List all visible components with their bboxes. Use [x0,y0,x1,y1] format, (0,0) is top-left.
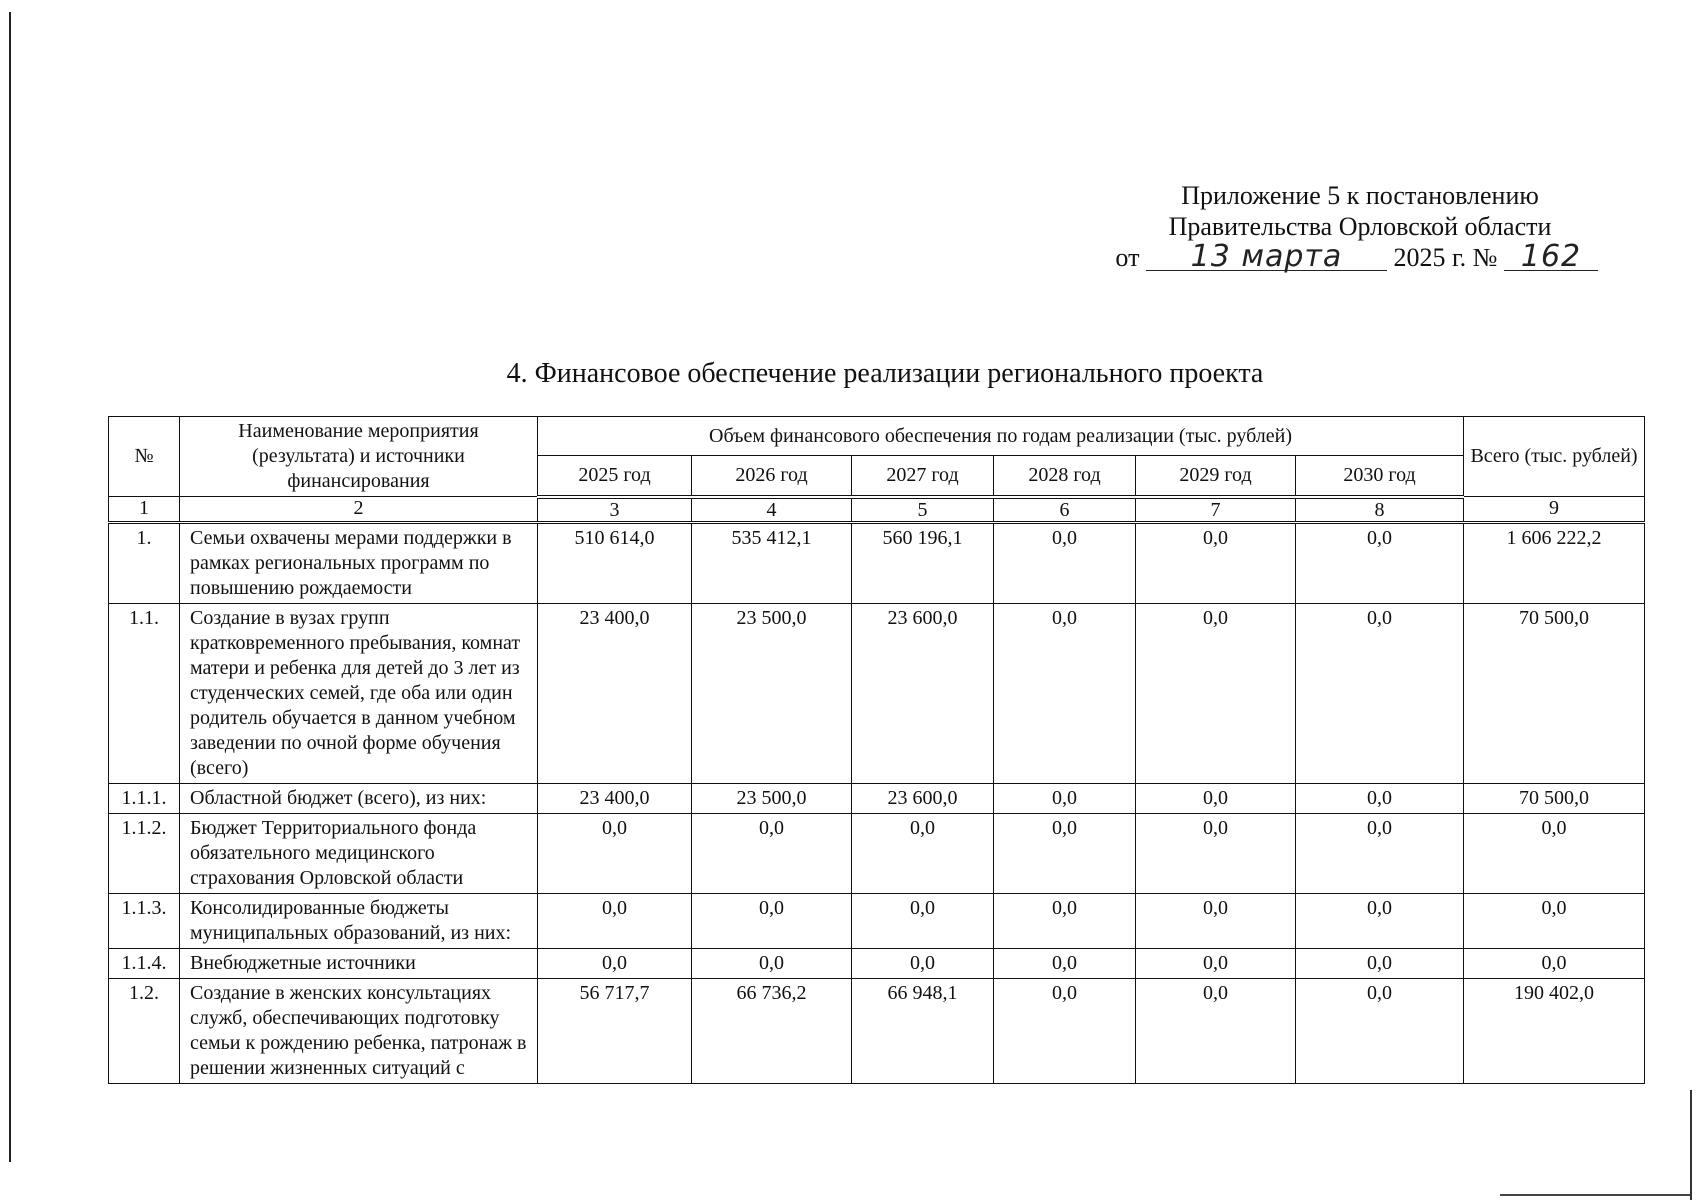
scan-edge-right [1690,1090,1692,1200]
row-value: 23 600,0 [852,603,994,783]
row-value: 23 600,0 [852,783,994,813]
column-number: 2 [180,497,538,523]
row-value: 23 400,0 [538,603,692,783]
header-year: 2027 год [852,456,994,497]
row-name: Создание в вузах групп кратковременного пребывания, комнат матери и ребенка для детей до 3 лет из студенческих семей, где оба или один родитель обучается в данном учебном заведении по очной форме обучения (всего) [180,603,538,783]
column-number: 8 [1296,497,1464,523]
row-value: 0,0 [1296,603,1464,783]
column-number: 6 [994,497,1136,523]
row-value: 0,0 [1136,813,1296,893]
table-row [109,783,1645,813]
header-volume: Объем финансового обеспечения по годам реализации (тыс. рублей) [538,417,1464,456]
row-value: 560 196,1 [852,522,994,603]
row-value: 0,0 [994,978,1136,1083]
row-total: 70 500,0 [1464,783,1645,813]
appendix-line-2: Правительства Орловской области [1168,212,1552,241]
header-year: 2025 год [538,456,692,497]
row-value: 0,0 [538,893,692,948]
row-value: 0,0 [1136,948,1296,978]
column-number: 4 [692,497,852,523]
row-number: 1.1.3. [109,893,180,948]
section-title: 4. Финансовое обеспечение реализации регионального проекта [506,358,1264,389]
row-value: 0,0 [852,813,994,893]
table-row [109,522,1645,603]
row-name: Семьи охвачены мерами поддержки в рамках региональных программ по повышению рождаемости [180,522,538,603]
appendix-reference [1100,239,1620,274]
row-name: Создание в женских консультациях служб, обеспечивающих подготовку семьи к рождению ребенка, патронаж в решении жизненных ситуаций с [180,978,538,1083]
row-number: 1. [109,522,180,603]
row-value: 0,0 [1296,948,1464,978]
table-body [109,497,1645,1084]
handwritten-number: 162 [1504,244,1598,271]
row-total: 1 606 222,2 [1464,522,1645,603]
row-value: 0,0 [994,783,1136,813]
row-value: 0,0 [1136,893,1296,948]
column-number: 3 [538,497,692,523]
row-value: 0,0 [994,603,1136,783]
row-value: 23 400,0 [538,783,692,813]
row-value: 66 948,1 [852,978,994,1083]
column-number: 9 [1464,497,1645,523]
column-number-row [109,497,1645,523]
row-value: 0,0 [994,522,1136,603]
handwritten-date: 13 марта [1146,244,1387,271]
row-number: 1.2. [109,978,180,1083]
row-value: 0,0 [538,813,692,893]
row-value: 23 500,0 [692,783,852,813]
scan-edge-left [9,12,11,1162]
row-value: 0,0 [994,948,1136,978]
row-value: 0,0 [1136,522,1296,603]
row-number: 1.1.1. [109,783,180,813]
row-total: 0,0 [1464,948,1645,978]
header-total: Всего (тыс. рублей) [1464,417,1645,497]
row-total: 0,0 [1464,813,1645,893]
row-number: 1.1.4. [109,948,180,978]
row-value: 56 717,7 [538,978,692,1083]
scan-edge-bottom [1500,1194,1690,1196]
row-value: 0,0 [692,893,852,948]
row-value: 0,0 [1296,893,1464,948]
row-value: 535 412,1 [692,522,852,603]
table-row [109,978,1645,1083]
table-header [109,417,1645,497]
column-number: 5 [852,497,994,523]
row-name: Бюджет Территориального фонда обязательного медицинского страхования Орловской области [180,813,538,893]
row-total: 190 402,0 [1464,978,1645,1083]
row-value: 0,0 [1136,603,1296,783]
row-value: 0,0 [1296,978,1464,1083]
row-value: 66 736,2 [692,978,852,1083]
column-number: 1 [109,497,180,523]
header-year: 2026 год [692,456,852,497]
row-name: Внебюджетные источники [180,948,538,978]
appendix-year-label: 2025 г. № [1393,243,1498,272]
row-value: 0,0 [538,948,692,978]
table-row [109,813,1645,893]
financing-table [108,416,1645,1084]
row-value: 0,0 [852,893,994,948]
row-value: 0,0 [1136,978,1296,1083]
row-value: 0,0 [1296,783,1464,813]
appendix-line-1: Приложение 5 к постановлению [1181,181,1539,210]
table-row [109,893,1645,948]
row-number: 1.1.2. [109,813,180,893]
row-total: 0,0 [1464,893,1645,948]
row-value: 0,0 [1296,813,1464,893]
header-no: № [109,417,180,497]
header-year: 2029 год [1136,456,1296,497]
row-total: 70 500,0 [1464,603,1645,783]
row-value: 510 614,0 [538,522,692,603]
row-number: 1.1. [109,603,180,783]
row-value: 0,0 [994,893,1136,948]
column-number: 7 [1136,497,1296,523]
row-value: 0,0 [1136,783,1296,813]
header-year: 2030 год [1296,456,1464,497]
row-value: 0,0 [1296,522,1464,603]
header-year: 2028 год [994,456,1136,497]
row-value: 0,0 [994,813,1136,893]
appendix-from-label: от [1115,243,1140,272]
table-row [109,603,1645,783]
table-row [109,948,1645,978]
header-name: Наименование мероприятия (результата) и источники финансирования [180,417,538,497]
row-value: 0,0 [692,948,852,978]
row-name: Консолидированные бюджеты муниципальных образований, из них: [180,893,538,948]
appendix-header [1100,180,1620,273]
row-value: 0,0 [852,948,994,978]
row-name: Областной бюджет (всего), из них: [180,783,538,813]
row-value: 23 500,0 [692,603,852,783]
row-value: 0,0 [692,813,852,893]
